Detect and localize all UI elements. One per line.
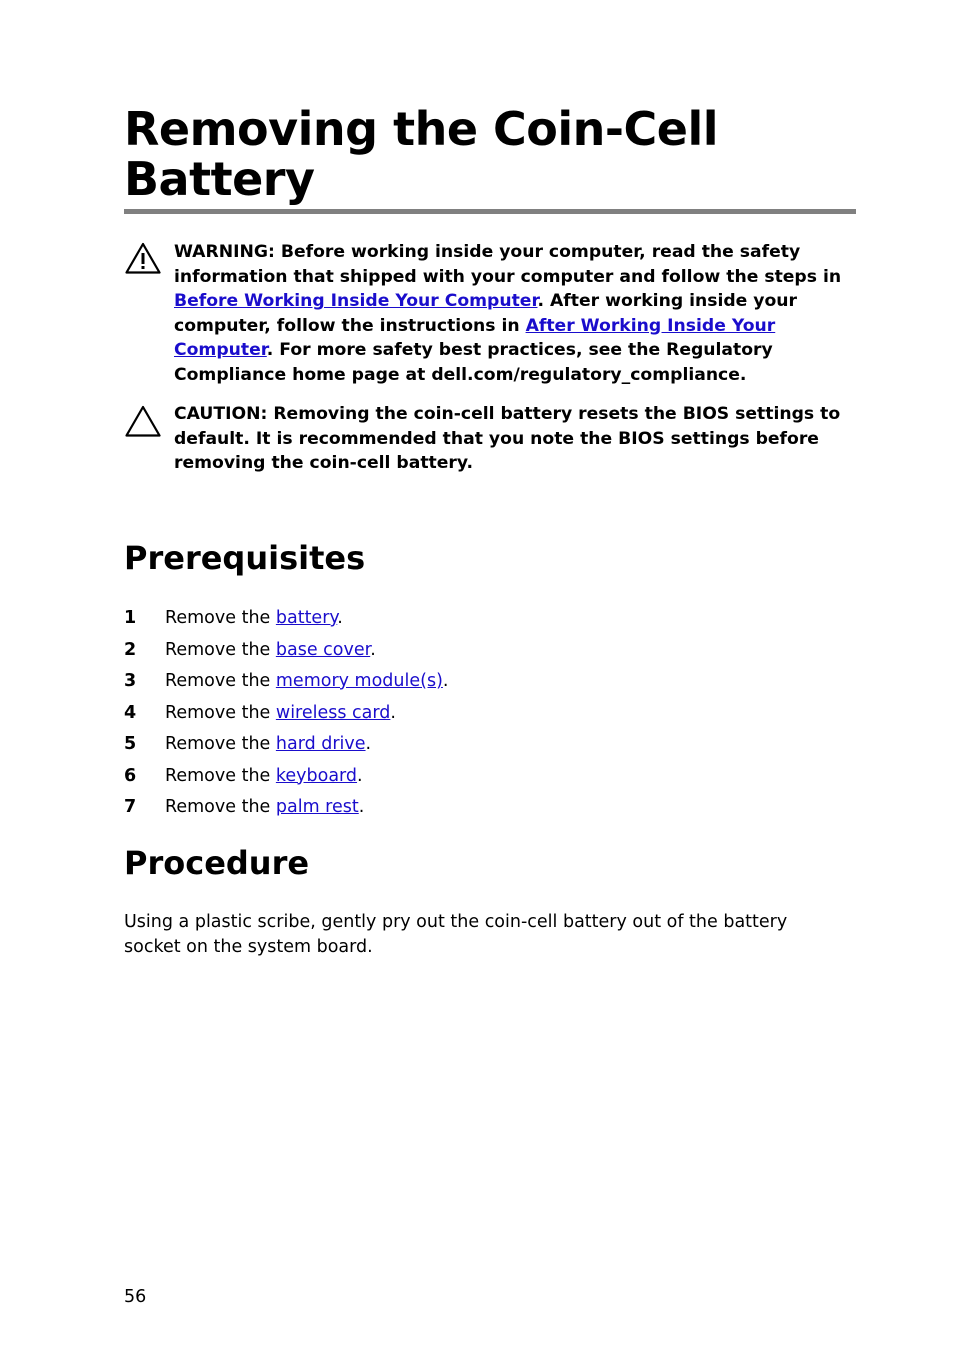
- caution-text: CAUTION: Removing the coin-cell battery resets the BIOS settings to default. It is recommended that you note the BIOS settings before removing the coin-cell battery.: [174, 404, 841, 474]
- caution-triangle-icon: [124, 404, 162, 438]
- warning-text-part-3: . For more safety best practices, see the Regulatory Compliance home page at dell.com/regulatory_compliance.: [174, 340, 773, 385]
- step-text: [165, 603, 343, 635]
- after-working-link[interactable]: After Working Inside Your Computer: [174, 315, 776, 361]
- prerequisites-heading: Prerequisites: [124, 539, 366, 577]
- list-item: [124, 603, 856, 635]
- memory-modules-link[interactable]: memory module(s): [275, 671, 443, 691]
- step-number: 4: [124, 702, 137, 723]
- step-prefix: Remove the: [165, 608, 276, 628]
- step-prefix: Remove the: [165, 797, 276, 817]
- step-number: 6: [124, 765, 137, 786]
- list-item: [124, 635, 856, 667]
- list-item: [124, 792, 856, 824]
- title-divider: [124, 209, 856, 214]
- warning-triangle-icon: [124, 241, 162, 275]
- keyboard-link[interactable]: keyboard: [275, 765, 358, 786]
- battery-link[interactable]: battery: [275, 608, 338, 628]
- page-number: 56: [124, 1287, 147, 1307]
- step-prefix: Remove the: [165, 765, 276, 786]
- step-number: 1: [124, 608, 137, 628]
- step-suffix: .: [370, 639, 376, 660]
- step-suffix: .: [357, 765, 363, 786]
- step-prefix: Remove the: [165, 702, 276, 723]
- step-number: 2: [124, 639, 137, 660]
- before-working-link[interactable]: Before Working Inside Your Computer: [174, 291, 538, 312]
- wireless-card-link[interactable]: wireless card: [275, 702, 391, 723]
- step-prefix: Remove the: [165, 639, 276, 660]
- list-item: [124, 698, 856, 730]
- step-text: [165, 666, 449, 698]
- step-number: 7: [124, 797, 137, 817]
- step-suffix: .: [442, 671, 449, 691]
- step-text: [165, 729, 371, 761]
- step-suffix: .: [365, 734, 372, 754]
- list-item: [124, 666, 856, 698]
- step-text: [165, 698, 396, 730]
- warning-text: [174, 240, 856, 388]
- prerequisites-list: [124, 603, 856, 824]
- hard-drive-link[interactable]: hard drive: [275, 734, 366, 754]
- list-item: [124, 761, 856, 793]
- step-prefix: Remove the: [165, 671, 276, 691]
- warning-text-part-2: . After working inside your computer, follow the instructions in: [174, 291, 798, 336]
- step-number: 5: [124, 734, 137, 754]
- step-text: [165, 792, 364, 824]
- step-text: [165, 761, 363, 793]
- step-suffix: .: [390, 702, 396, 723]
- page-title: Removing the Coin-Cell Battery: [124, 102, 719, 206]
- base-cover-link[interactable]: base cover: [275, 639, 371, 660]
- step-suffix: .: [337, 608, 343, 628]
- step-suffix: .: [358, 797, 365, 817]
- palm-rest-link[interactable]: palm rest: [275, 797, 359, 817]
- step-text: [165, 635, 376, 667]
- list-item: [124, 729, 856, 761]
- step-number: 3: [124, 671, 137, 691]
- procedure-heading: Procedure: [124, 844, 310, 882]
- procedure-text: Using a plastic scribe, gently pry out the coin-cell battery out of the battery socket on the system board.: [124, 912, 788, 957]
- warning-text-part-1: WARNING: Before working inside your computer, read the safety information that shipped with your computer and follow the steps in: [174, 242, 842, 287]
- step-prefix: Remove the: [165, 734, 276, 754]
